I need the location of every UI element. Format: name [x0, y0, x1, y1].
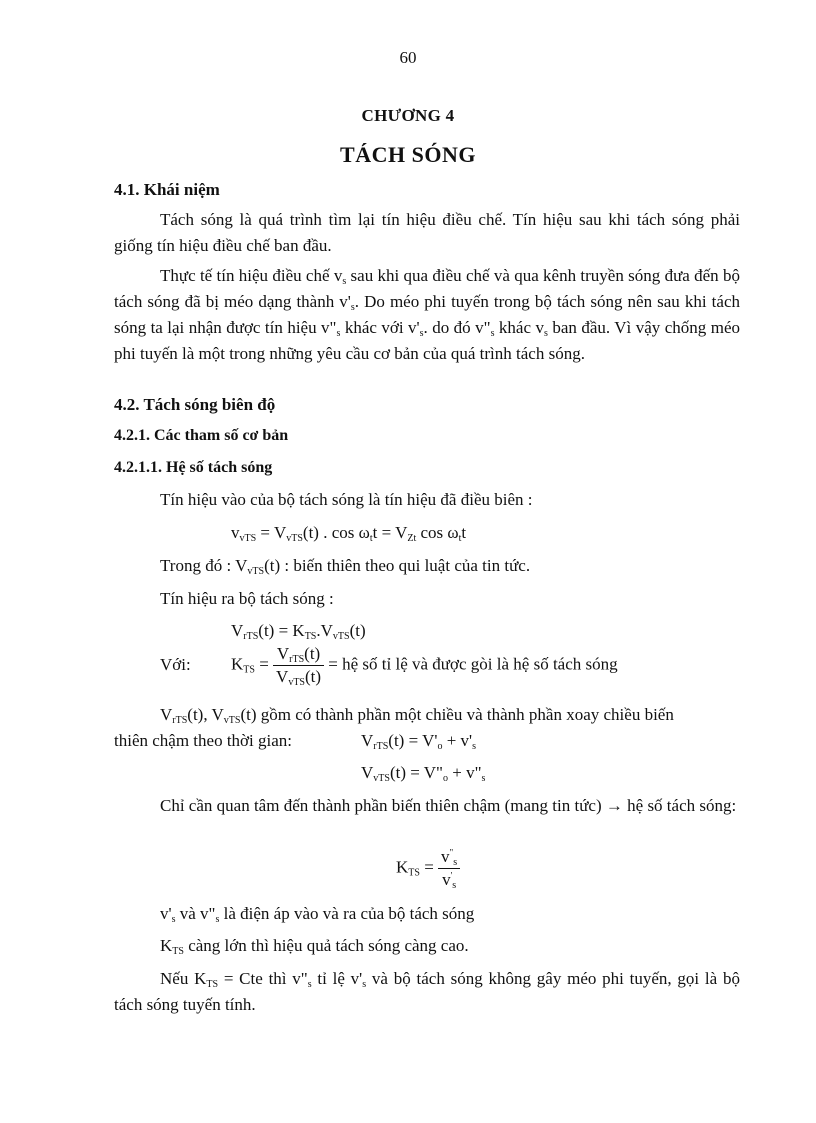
paragraph-7: Nếu $K_{TS}$ = Cte thì $v"_s$ tỉ lệ $v'_s$ và bộ tách sóng không gây méo phi tuyến, gọi là bộ tách sóng tuyến tính.	[114, 969, 740, 1014]
paragraph-3: $V_{rTS}(t)$, $V_{vTS}(t)$ gồm có thành phần một chiều và thành phần xoay chiều biến	[160, 705, 674, 726]
equation-vvts: $V_{vTS}(t)$ = $V"_o$ + $v"_s$	[361, 763, 486, 784]
heading-4-2-1-1: 4.2.1.1. Hệ số tách sóng	[114, 459, 273, 476]
fraction: $\frac{V_{rTS}(t)}{V_{vTS}(t)}$	[273, 644, 324, 687]
with-label: Với:	[160, 655, 191, 674]
equation-kts-definition: $K_{TS}$ = $\frac{V_{rTS}(t)}{V_{vTS}(t)}$ = hệ số tỉ lệ và được gòi là hệ số tách sóng	[231, 644, 618, 688]
heading-4-2-1: 4.2.1. Các tham số cơ bản	[114, 427, 289, 444]
paragraph-6: $K_{TS}$ càng lớn thì hiệu quả tách sóng càng cao.	[160, 936, 469, 957]
paragraph-4: Chỉ cần quan tâm đến thành phần biến thiên chậm (mang tin tức) → hệ số tách sóng:	[160, 796, 737, 815]
chapter-title: TÁCH SÓNG	[340, 142, 476, 167]
heading-4-2: 4.2. Tách sóng biên độ	[114, 395, 276, 414]
chapter-label: CHƯƠNG 4	[361, 106, 455, 125]
fraction: $\frac{v^"_s}{v'_s}$	[438, 847, 460, 890]
page-number: 60	[399, 48, 417, 67]
equation-output: $V_{rTS}(t) = K_{TS}.V_{vTS}(t)$	[231, 621, 366, 642]
equation-kts-ratio: $K_{TS}$ = $\frac{v^"_s}{v'_s}$	[396, 847, 460, 890]
paragraph-2: Thực tế tín hiệu điều chế $v_s$ sau khi qua điều chế và qua kênh truyền sóng đưa đến bộ tách sóng đã bị méo dạng thành $v'_s$. Do méo phi tuyến trong bộ tách sóng nên sau khi tách sóng ta lại nhận được tín hiệu $v"_s$ khác với $v'_s$. do đó $v"_s$ khác $v_s$ ban đầu. Vì vậy chống méo phi tuyến là một trong những yêu cầu cơ bản của quá trình tách sóng.	[114, 266, 740, 363]
heading-4-1: 4.1. Khái niệm	[114, 180, 220, 199]
equation-input: $v_{vTS} = V_{vTS}(t)$ . $\cos \omega_tt = V_{Zt}$ $\cos \omega_tt$	[231, 523, 467, 544]
output-signal-line: Tín hiệu ra bộ tách sóng :	[160, 589, 334, 608]
equation-vrts: $V_{rTS}(t) = V'_o + v'_s$	[361, 731, 477, 752]
where-line: Trong đó : $V_{vTS}(t)$ : biến thiên theo qui luật của tin tức.	[160, 556, 531, 577]
paragraph-1: Tách sóng là quá trình tìm lại tín hiệu điều chế. Tín hiệu sau khi tách sóng phải giống tín hiệu điều chế ban đầu.	[114, 210, 740, 255]
paragraph-3-cont: thiên chậm theo thời gian:	[114, 731, 293, 750]
input-signal-line: Tín hiệu vào của bộ tách sóng là tín hiệu đã điều biên :	[160, 490, 533, 509]
paragraph-5: $v'_s$ và $v"_s$ là điện áp vào và ra của bộ tách sóng	[160, 904, 475, 925]
